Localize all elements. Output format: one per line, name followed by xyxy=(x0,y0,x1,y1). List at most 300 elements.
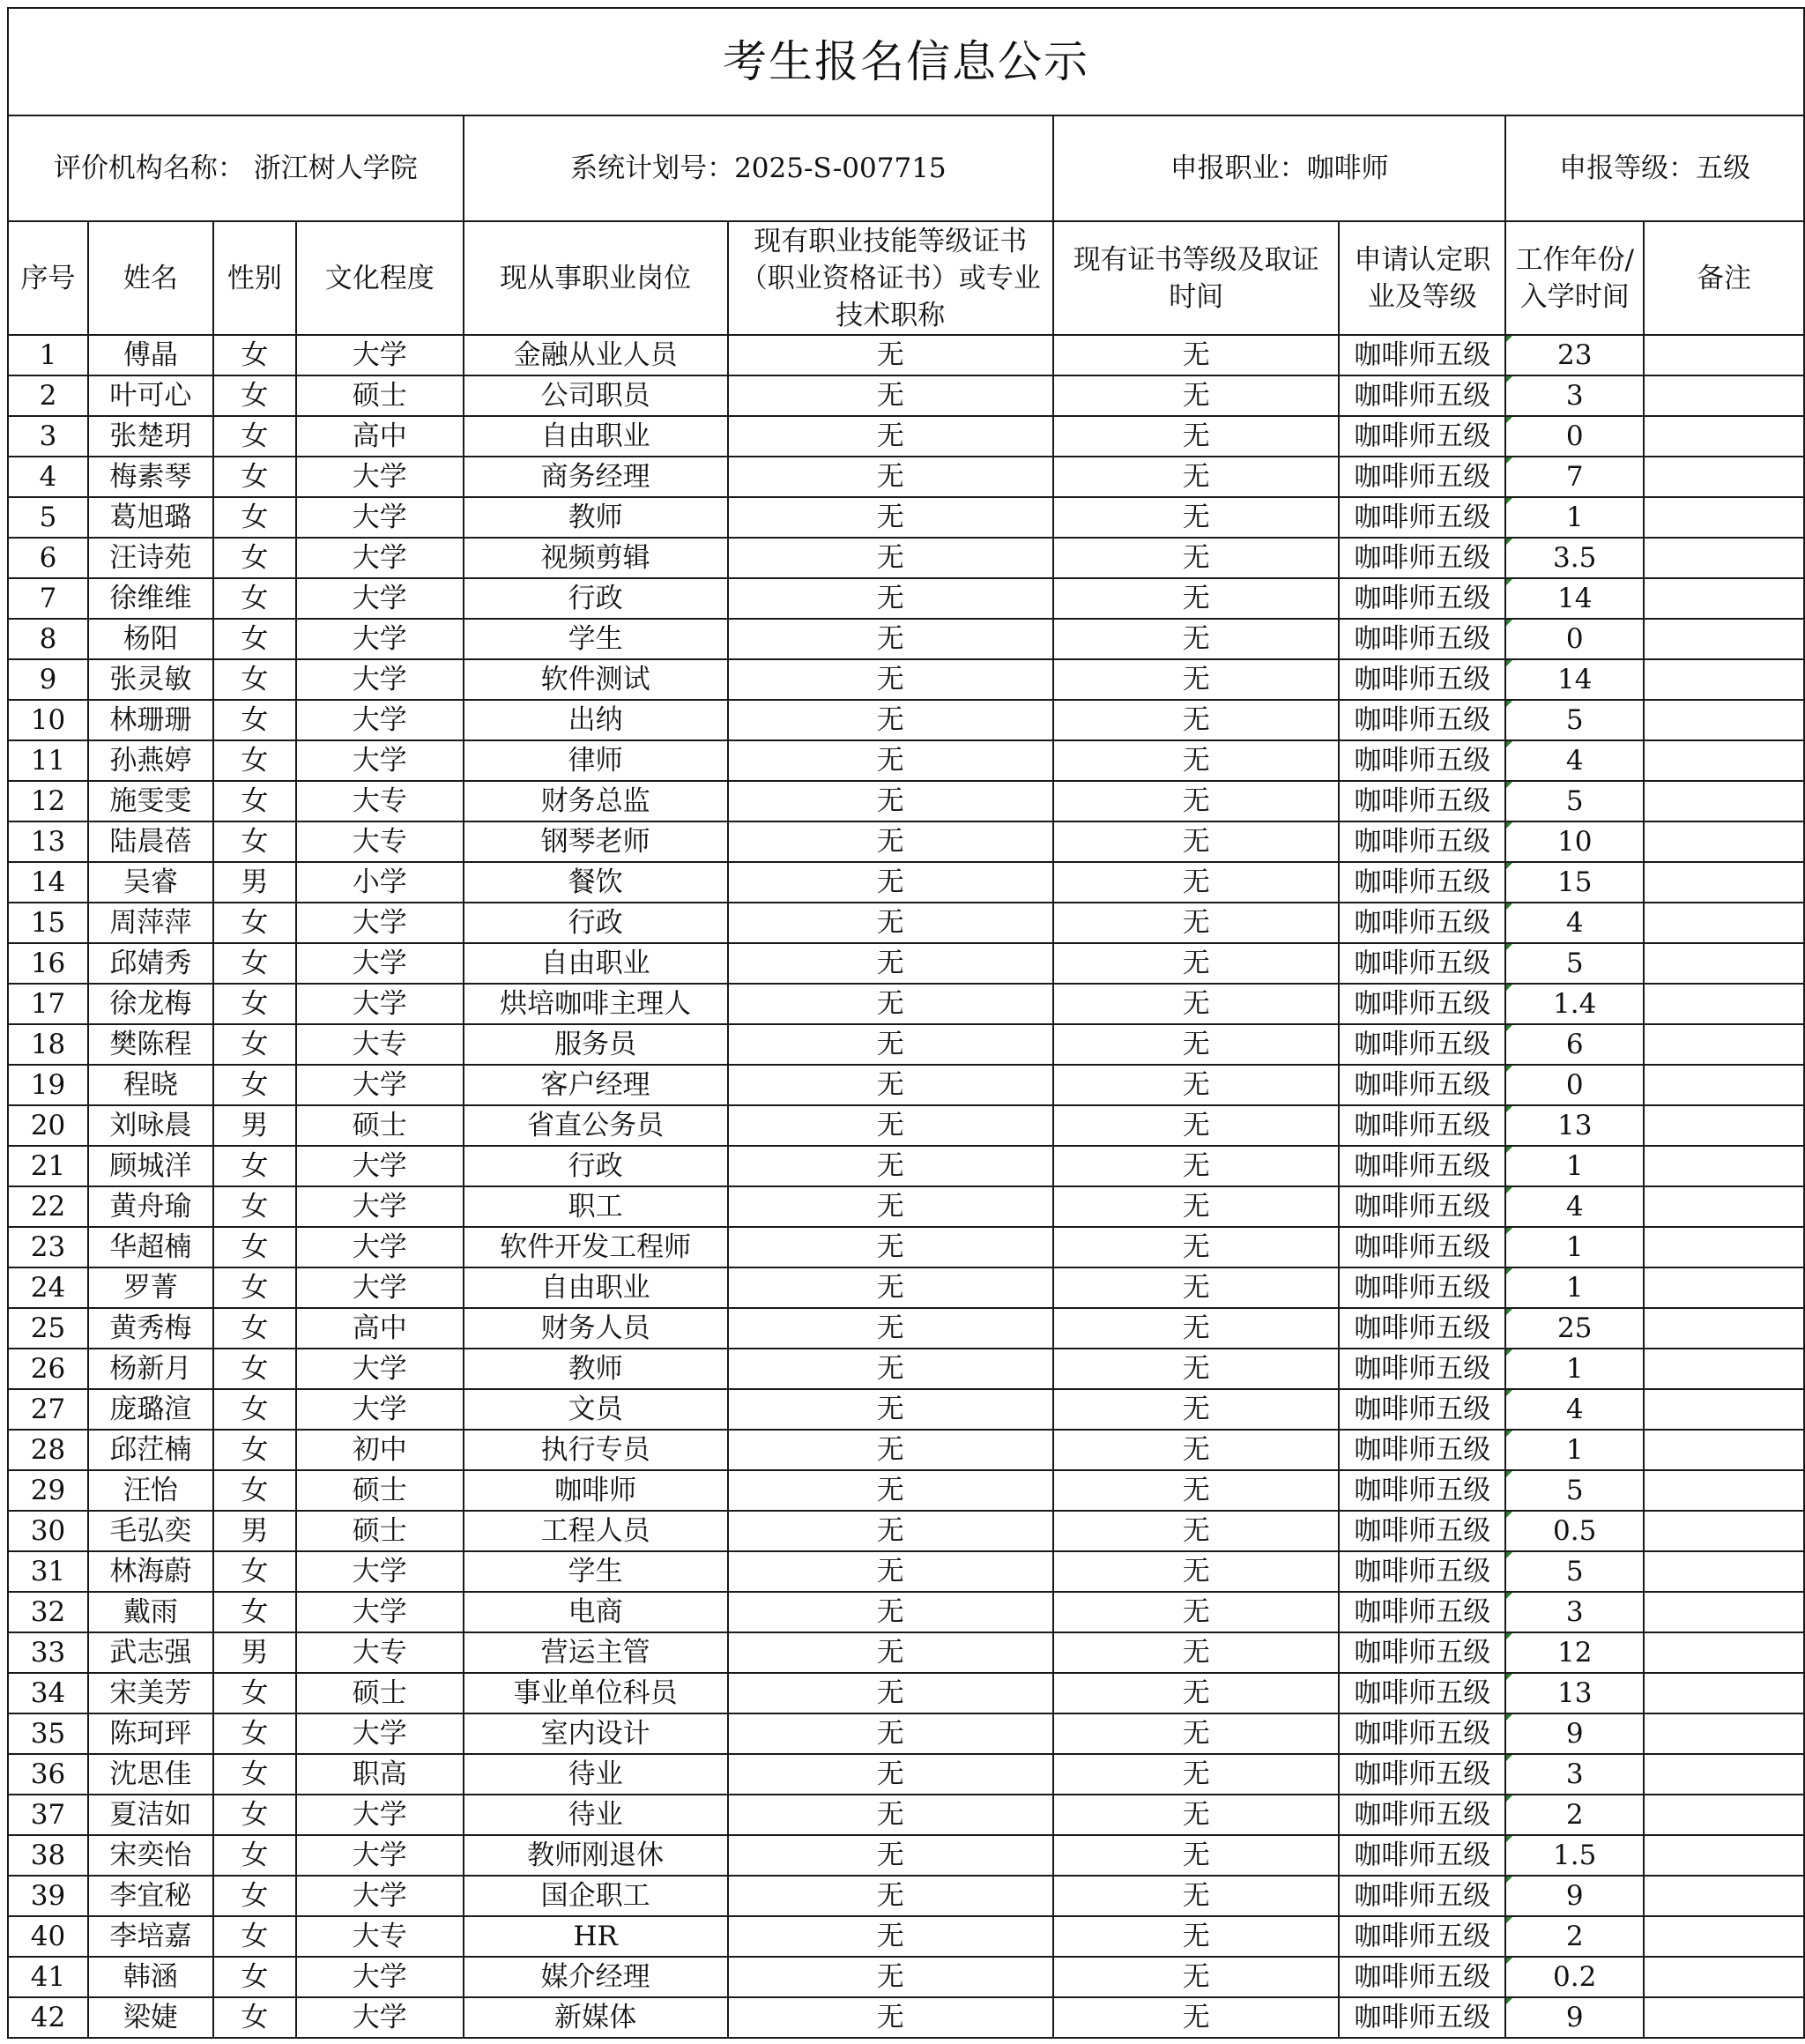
current-job: 商务经理 xyxy=(464,457,728,497)
current-certificate: 无 xyxy=(728,1267,1053,1308)
gender: 女 xyxy=(213,1876,296,1916)
row-index: 5 xyxy=(8,497,88,538)
gender: 女 xyxy=(213,903,296,943)
applied-occupation-level: 咖啡师五级 xyxy=(1339,740,1505,781)
table-row xyxy=(8,1065,1804,1105)
row-index: 42 xyxy=(8,1997,88,2038)
certificate-level-date: 无 xyxy=(1053,903,1339,943)
work-years: 2 xyxy=(1505,1795,1644,1835)
table-row xyxy=(8,1267,1804,1308)
education: 大学 xyxy=(296,1876,464,1916)
applied-occupation-level: 咖啡师五级 xyxy=(1339,375,1505,416)
table-row xyxy=(8,375,1804,416)
current-certificate: 无 xyxy=(728,1105,1053,1146)
applicant-name: 施雯雯 xyxy=(88,781,213,821)
current-job: 金融从业人员 xyxy=(464,335,728,375)
remarks xyxy=(1644,375,1804,416)
remarks xyxy=(1644,1754,1804,1795)
current-certificate: 无 xyxy=(728,903,1053,943)
row-index: 32 xyxy=(8,1592,88,1632)
certificate-level-date: 无 xyxy=(1053,457,1339,497)
certificate-level-date: 无 xyxy=(1053,1430,1339,1470)
education: 大专 xyxy=(296,821,464,862)
education: 大学 xyxy=(296,1146,464,1186)
gender: 女 xyxy=(213,1146,296,1186)
row-index: 17 xyxy=(8,984,88,1024)
current-job: 自由职业 xyxy=(464,416,728,457)
certificate-level-date: 无 xyxy=(1053,1795,1339,1835)
remarks xyxy=(1644,1673,1804,1713)
row-index: 4 xyxy=(8,457,88,497)
current-certificate: 无 xyxy=(728,1470,1053,1511)
work-years: 2 xyxy=(1505,1916,1644,1957)
applicant-name: 杨阳 xyxy=(88,619,213,659)
table-row xyxy=(8,1024,1804,1065)
table-row xyxy=(8,659,1804,700)
applied-occupation-level: 咖啡师五级 xyxy=(1339,1632,1505,1673)
gender: 女 xyxy=(213,943,296,984)
education: 大学 xyxy=(296,1065,464,1105)
education: 大学 xyxy=(296,1795,464,1835)
table-row xyxy=(8,1551,1804,1592)
remarks xyxy=(1644,1105,1804,1146)
current-certificate: 无 xyxy=(728,1835,1053,1876)
gender: 女 xyxy=(213,821,296,862)
remarks xyxy=(1644,862,1804,903)
remarks xyxy=(1644,1065,1804,1105)
current-job: 待业 xyxy=(464,1795,728,1835)
remarks xyxy=(1644,1186,1804,1227)
row-index: 37 xyxy=(8,1795,88,1835)
current-job: 软件测试 xyxy=(464,659,728,700)
current-job: 行政 xyxy=(464,578,728,619)
current-certificate: 无 xyxy=(728,1632,1053,1673)
row-index: 7 xyxy=(8,578,88,619)
remarks xyxy=(1644,1916,1804,1957)
row-index: 31 xyxy=(8,1551,88,1592)
applied-occupation-level: 咖啡师五级 xyxy=(1339,1065,1505,1105)
remarks xyxy=(1644,538,1804,578)
work-years: 0 xyxy=(1505,1065,1644,1105)
gender: 女 xyxy=(213,1349,296,1389)
row-index: 36 xyxy=(8,1754,88,1795)
applicant-name: 叶可心 xyxy=(88,375,213,416)
work-years: 14 xyxy=(1505,578,1644,619)
current-job: 公司职员 xyxy=(464,375,728,416)
current-job: 财务人员 xyxy=(464,1308,728,1349)
certificate-level-date: 无 xyxy=(1053,375,1339,416)
current-job: 室内设计 xyxy=(464,1713,728,1754)
current-certificate: 无 xyxy=(728,416,1053,457)
work-years: 0 xyxy=(1505,416,1644,457)
row-index: 2 xyxy=(8,375,88,416)
gender: 女 xyxy=(213,335,296,375)
education: 大学 xyxy=(296,903,464,943)
current-certificate: 无 xyxy=(728,1511,1053,1551)
current-job: HR xyxy=(464,1916,728,1957)
current-job: 待业 xyxy=(464,1754,728,1795)
current-job: 省直公务员 xyxy=(464,1105,728,1146)
table-row xyxy=(8,821,1804,862)
table-row xyxy=(8,578,1804,619)
header-work-years: 工作年份/入学时间 xyxy=(1505,221,1644,335)
certificate-level-date: 无 xyxy=(1053,1632,1339,1673)
remarks xyxy=(1644,659,1804,700)
remarks xyxy=(1644,1713,1804,1754)
work-years: 1 xyxy=(1505,1349,1644,1389)
remarks xyxy=(1644,1146,1804,1186)
applicant-name: 吴睿 xyxy=(88,862,213,903)
certificate-level-date: 无 xyxy=(1053,1551,1339,1592)
certificate-level-date: 无 xyxy=(1053,1389,1339,1430)
remarks xyxy=(1644,700,1804,740)
gender: 女 xyxy=(213,1713,296,1754)
current-job: 服务员 xyxy=(464,1024,728,1065)
remarks xyxy=(1644,1795,1804,1835)
table-row xyxy=(8,1835,1804,1876)
current-certificate: 无 xyxy=(728,1551,1053,1592)
education: 大学 xyxy=(296,457,464,497)
table-row xyxy=(8,1511,1804,1551)
education: 大学 xyxy=(296,1389,464,1430)
current-certificate: 无 xyxy=(728,984,1053,1024)
current-job: 执行专员 xyxy=(464,1430,728,1470)
work-years: 1.4 xyxy=(1505,984,1644,1024)
current-job: 行政 xyxy=(464,1146,728,1186)
applied-occupation-level: 咖啡师五级 xyxy=(1339,538,1505,578)
current-job: 出纳 xyxy=(464,700,728,740)
current-certificate: 无 xyxy=(728,1024,1053,1065)
applied-occupation-level: 咖啡师五级 xyxy=(1339,416,1505,457)
gender: 女 xyxy=(213,1916,296,1957)
gender: 女 xyxy=(213,700,296,740)
applicant-name: 庞璐渲 xyxy=(88,1389,213,1430)
education: 大学 xyxy=(296,1349,464,1389)
gender: 女 xyxy=(213,1389,296,1430)
registration-table xyxy=(7,7,1805,2039)
education: 大专 xyxy=(296,1632,464,1673)
applicant-name: 张楚玥 xyxy=(88,416,213,457)
education: 大学 xyxy=(296,619,464,659)
gender: 男 xyxy=(213,1105,296,1146)
education: 大学 xyxy=(296,943,464,984)
education: 硕士 xyxy=(296,1511,464,1551)
row-index: 26 xyxy=(8,1349,88,1389)
applied-occupation-level: 咖啡师五级 xyxy=(1339,1267,1505,1308)
applicant-name: 宋奕怡 xyxy=(88,1835,213,1876)
applicant-name: 李宜秘 xyxy=(88,1876,213,1916)
applicant-name: 夏洁如 xyxy=(88,1795,213,1835)
current-job: 行政 xyxy=(464,903,728,943)
work-years: 5 xyxy=(1505,1551,1644,1592)
table-row xyxy=(8,1308,1804,1349)
certificate-level-date: 无 xyxy=(1053,1997,1339,2038)
table-row xyxy=(8,1916,1804,1957)
current-certificate: 无 xyxy=(728,821,1053,862)
remarks xyxy=(1644,1267,1804,1308)
certificate-level-date: 无 xyxy=(1053,862,1339,903)
gender: 女 xyxy=(213,1551,296,1592)
work-years: 3 xyxy=(1505,375,1644,416)
current-certificate: 无 xyxy=(728,1065,1053,1105)
gender: 女 xyxy=(213,1673,296,1713)
certificate-level-date: 无 xyxy=(1053,497,1339,538)
work-years: 3 xyxy=(1505,1754,1644,1795)
certificate-level-date: 无 xyxy=(1053,1511,1339,1551)
row-index: 12 xyxy=(8,781,88,821)
education: 大学 xyxy=(296,1835,464,1876)
applied-occupation-level: 咖啡师五级 xyxy=(1339,497,1505,538)
current-certificate: 无 xyxy=(728,1430,1053,1470)
gender: 女 xyxy=(213,1430,296,1470)
current-certificate: 无 xyxy=(728,1146,1053,1186)
applicant-name: 程晓 xyxy=(88,1065,213,1105)
current-job: 餐饮 xyxy=(464,862,728,903)
gender: 男 xyxy=(213,1511,296,1551)
applied-occupation-level: 咖啡师五级 xyxy=(1339,1024,1505,1065)
current-job: 咖啡师 xyxy=(464,1470,728,1511)
row-index: 9 xyxy=(8,659,88,700)
certificate-level-date: 无 xyxy=(1053,619,1339,659)
applicant-name: 华超楠 xyxy=(88,1227,213,1267)
row-index: 41 xyxy=(8,1957,88,1997)
remarks xyxy=(1644,943,1804,984)
gender: 女 xyxy=(213,1470,296,1511)
current-certificate: 无 xyxy=(728,497,1053,538)
applied-occupation-level: 咖啡师五级 xyxy=(1339,1511,1505,1551)
row-index: 22 xyxy=(8,1186,88,1227)
table-row xyxy=(8,457,1804,497)
education: 大学 xyxy=(296,1186,464,1227)
applicant-name: 宋美芳 xyxy=(88,1673,213,1713)
applicant-name: 李培嘉 xyxy=(88,1916,213,1957)
header-gender: 性别 xyxy=(213,221,296,335)
row-index: 11 xyxy=(8,740,88,781)
row-index: 40 xyxy=(8,1916,88,1957)
row-index: 27 xyxy=(8,1389,88,1430)
work-years: 25 xyxy=(1505,1308,1644,1349)
table-row xyxy=(8,538,1804,578)
education: 初中 xyxy=(296,1430,464,1470)
current-certificate: 无 xyxy=(728,1673,1053,1713)
gender: 女 xyxy=(213,1997,296,2038)
applied-occupation-level: 咖啡师五级 xyxy=(1339,862,1505,903)
education: 大学 xyxy=(296,1227,464,1267)
table-row xyxy=(8,1713,1804,1754)
applied-occupation-level: 咖啡师五级 xyxy=(1339,821,1505,862)
applied-occupation-level: 咖啡师五级 xyxy=(1339,1795,1505,1835)
applied-occupation-level: 咖啡师五级 xyxy=(1339,700,1505,740)
education: 大学 xyxy=(296,659,464,700)
table-row xyxy=(8,1430,1804,1470)
certificate-level-date: 无 xyxy=(1053,1713,1339,1754)
work-years: 1 xyxy=(1505,1430,1644,1470)
work-years: 4 xyxy=(1505,1186,1644,1227)
applicant-name: 樊陈程 xyxy=(88,1024,213,1065)
current-certificate: 无 xyxy=(728,1308,1053,1349)
applied-occupation-level: 咖啡师五级 xyxy=(1339,1551,1505,1592)
row-index: 33 xyxy=(8,1632,88,1673)
applicant-name: 陆晨蓓 xyxy=(88,821,213,862)
row-index: 30 xyxy=(8,1511,88,1551)
current-job: 自由职业 xyxy=(464,1267,728,1308)
certificate-level-date: 无 xyxy=(1053,1349,1339,1389)
work-years: 9 xyxy=(1505,1876,1644,1916)
remarks xyxy=(1644,740,1804,781)
work-years: 1 xyxy=(1505,1267,1644,1308)
education: 大学 xyxy=(296,578,464,619)
gender: 女 xyxy=(213,1957,296,1997)
current-certificate: 无 xyxy=(728,1227,1053,1267)
certificate-level-date: 无 xyxy=(1053,1673,1339,1713)
certificate-level-date: 无 xyxy=(1053,335,1339,375)
current-job: 财务总监 xyxy=(464,781,728,821)
certificate-level-date: 无 xyxy=(1053,1105,1339,1146)
row-index: 15 xyxy=(8,903,88,943)
certificate-level-date: 无 xyxy=(1053,578,1339,619)
certificate-level-date: 无 xyxy=(1053,740,1339,781)
gender: 女 xyxy=(213,1308,296,1349)
column-header-row xyxy=(8,221,1804,335)
remarks xyxy=(1644,1997,1804,2038)
gender: 女 xyxy=(213,1024,296,1065)
remarks xyxy=(1644,1430,1804,1470)
education: 大学 xyxy=(296,335,464,375)
table-row xyxy=(8,1795,1804,1835)
applicant-name: 周萍萍 xyxy=(88,903,213,943)
education: 大专 xyxy=(296,1024,464,1065)
current-job: 钢琴老师 xyxy=(464,821,728,862)
row-index: 34 xyxy=(8,1673,88,1713)
row-index: 29 xyxy=(8,1470,88,1511)
applied-occupation-level: 咖啡师五级 xyxy=(1339,984,1505,1024)
applicant-name: 徐龙梅 xyxy=(88,984,213,1024)
current-job: 工程人员 xyxy=(464,1511,728,1551)
table-row xyxy=(8,943,1804,984)
current-certificate: 无 xyxy=(728,1713,1053,1754)
current-certificate: 无 xyxy=(728,1592,1053,1632)
work-years: 5 xyxy=(1505,1470,1644,1511)
row-index: 16 xyxy=(8,943,88,984)
education: 大专 xyxy=(296,781,464,821)
gender: 男 xyxy=(213,1632,296,1673)
gender: 女 xyxy=(213,1592,296,1632)
current-certificate: 无 xyxy=(728,457,1053,497)
table-row xyxy=(8,903,1804,943)
current-job: 客户经理 xyxy=(464,1065,728,1105)
applicant-name: 梅素琴 xyxy=(88,457,213,497)
applied-occupation-level: 咖啡师五级 xyxy=(1339,1835,1505,1876)
certificate-level-date: 无 xyxy=(1053,1916,1339,1957)
institution-name: 评价机构名称： 浙江树人学院 xyxy=(8,115,464,221)
current-certificate: 无 xyxy=(728,1916,1053,1957)
certificate-level-date: 无 xyxy=(1053,538,1339,578)
gender: 女 xyxy=(213,740,296,781)
applied-occupation-level: 咖啡师五级 xyxy=(1339,1349,1505,1389)
applied-occupation-level: 咖啡师五级 xyxy=(1339,1146,1505,1186)
gender: 女 xyxy=(213,538,296,578)
row-index: 6 xyxy=(8,538,88,578)
current-job: 律师 xyxy=(464,740,728,781)
gender: 女 xyxy=(213,1754,296,1795)
work-years: 1 xyxy=(1505,1227,1644,1267)
remarks xyxy=(1644,1592,1804,1632)
work-years: 9 xyxy=(1505,1713,1644,1754)
current-job: 自由职业 xyxy=(464,943,728,984)
gender: 女 xyxy=(213,1267,296,1308)
gender: 女 xyxy=(213,1795,296,1835)
applied-occupation-level: 咖啡师五级 xyxy=(1339,1105,1505,1146)
row-index: 13 xyxy=(8,821,88,862)
applicant-name: 汪怡 xyxy=(88,1470,213,1511)
current-certificate: 无 xyxy=(728,375,1053,416)
header-certificate-level-date: 现有证书等级及取证时间 xyxy=(1053,221,1339,335)
work-years: 5 xyxy=(1505,781,1644,821)
declared-level: 申报等级：五级 xyxy=(1505,115,1804,221)
gender: 女 xyxy=(213,457,296,497)
current-job: 教师 xyxy=(464,1349,728,1389)
applied-occupation-level: 咖啡师五级 xyxy=(1339,1673,1505,1713)
current-certificate: 无 xyxy=(728,781,1053,821)
certificate-level-date: 无 xyxy=(1053,1308,1339,1349)
table-row xyxy=(8,862,1804,903)
current-certificate: 无 xyxy=(728,1997,1053,2038)
applicant-name: 傅晶 xyxy=(88,335,213,375)
gender: 女 xyxy=(213,1835,296,1876)
applicant-name: 韩涵 xyxy=(88,1957,213,1997)
education: 大学 xyxy=(296,1713,464,1754)
work-years: 5 xyxy=(1505,943,1644,984)
current-job: 软件开发工程师 xyxy=(464,1227,728,1267)
applied-occupation-level: 咖啡师五级 xyxy=(1339,1713,1505,1754)
applied-occupation-level: 咖啡师五级 xyxy=(1339,1430,1505,1470)
table-row xyxy=(8,416,1804,457)
current-job: 事业单位科员 xyxy=(464,1673,728,1713)
remarks xyxy=(1644,1349,1804,1389)
applied-occupation-level: 咖啡师五级 xyxy=(1339,335,1505,375)
applicant-name: 罗菁 xyxy=(88,1267,213,1308)
table-row xyxy=(8,1592,1804,1632)
applicant-name: 杨新月 xyxy=(88,1349,213,1389)
current-job: 教师刚退休 xyxy=(464,1835,728,1876)
certificate-level-date: 无 xyxy=(1053,781,1339,821)
current-certificate: 无 xyxy=(728,1876,1053,1916)
row-index: 28 xyxy=(8,1430,88,1470)
certificate-level-date: 无 xyxy=(1053,984,1339,1024)
table-row xyxy=(8,1754,1804,1795)
row-index: 8 xyxy=(8,619,88,659)
remarks xyxy=(1644,1227,1804,1267)
applicant-name: 沈思佳 xyxy=(88,1754,213,1795)
work-years: 14 xyxy=(1505,659,1644,700)
education: 大学 xyxy=(296,984,464,1024)
current-job: 学生 xyxy=(464,619,728,659)
table-row xyxy=(8,984,1804,1024)
applied-occupation-level: 咖啡师五级 xyxy=(1339,1592,1505,1632)
applicant-name: 顾城洋 xyxy=(88,1146,213,1186)
applied-occupation-level: 咖啡师五级 xyxy=(1339,1308,1505,1349)
header-education: 文化程度 xyxy=(296,221,464,335)
remarks xyxy=(1644,903,1804,943)
table-row xyxy=(8,619,1804,659)
certificate-level-date: 无 xyxy=(1053,1186,1339,1227)
applied-occupation-level: 咖啡师五级 xyxy=(1339,943,1505,984)
table-row xyxy=(8,740,1804,781)
certificate-level-date: 无 xyxy=(1053,1592,1339,1632)
gender: 女 xyxy=(213,1186,296,1227)
education: 硕士 xyxy=(296,1470,464,1511)
certificate-level-date: 无 xyxy=(1053,943,1339,984)
